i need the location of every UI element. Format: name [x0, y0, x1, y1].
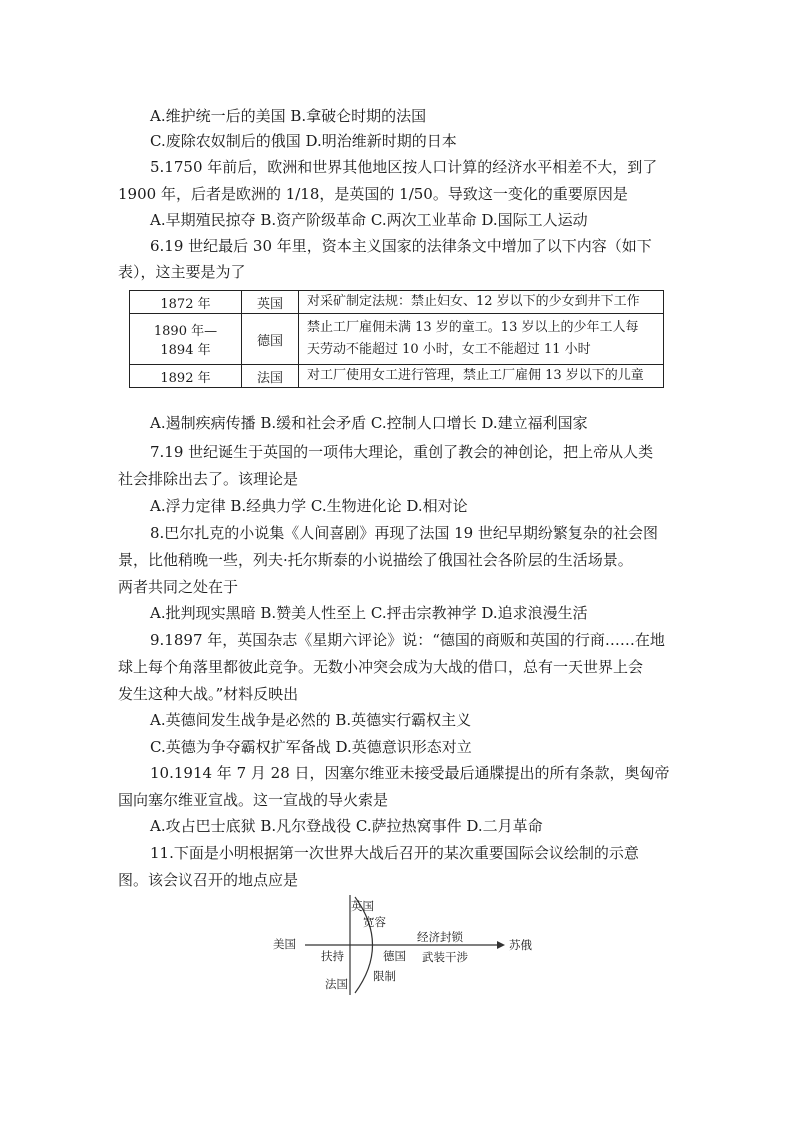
table-row: [130, 291, 664, 314]
question-5-line-2: 1900 年，后者是欧洲的 1/18，是英国的 1/50。导致这一变化的重要原因是: [118, 185, 628, 203]
question-7-line-2: 社会排除出去了。该理论是: [118, 470, 299, 488]
diagram-label-usa: 美国: [273, 937, 296, 951]
table-cell-country: 德国: [242, 314, 299, 365]
table-cell-year: 1892 年: [130, 365, 242, 388]
diagram-label-germany: 德国: [383, 949, 406, 963]
table-cell-country: 英国: [242, 291, 299, 314]
option-line-4b: C.废除农奴制后的俄国 D.明治维新时期的日本: [150, 132, 457, 150]
table-row: [130, 365, 664, 388]
question-8-line-3: 两者共同之处在于: [118, 578, 239, 596]
option-line-5: A.早期殖民掠夺 B.资产阶级革命 C.两次工业革命 D.国际工人运动: [150, 211, 588, 229]
question-10-line-2: 国向塞尔维亚宣战。这一宣战的导火索是: [118, 791, 389, 809]
diagram-label-support: 扶持: [321, 949, 344, 963]
option-line-8: A.批判现实黑暗 B.赞美人性至上 C.抨击宗教神学 D.追求浪漫生活: [150, 604, 588, 622]
diagram-label-uk: 英国: [351, 899, 374, 913]
table-row: [130, 314, 664, 365]
question-8-line-2: 景，比他稍晚一些，列夫·托尔斯泰的小说描绘了俄国社会各阶层的生活场景。: [118, 551, 633, 569]
conference-diagram: [265, 895, 535, 995]
table-cell-country: 法国: [242, 365, 299, 388]
question-5-line-1: 5.1750 年前后，欧洲和世界其他地区按人口计算的经济水平相差不大，到了: [150, 158, 658, 176]
diagram-label-soviet: 苏俄: [509, 938, 532, 952]
table-cell-year: 1890 年—1894 年: [130, 314, 242, 365]
table-cell-content: 对采矿制定法规：禁止妇女、12 岁以下的少女到井下工作: [299, 291, 664, 314]
question-6-line-1: 6.19 世纪最后 30 年里，资本主义国家的法律条文中增加了以下内容（如下: [150, 237, 652, 255]
diagram-label-intervention: 武装干涉: [422, 950, 468, 964]
question-10-line-1: 10.1914 年 7 月 28 日，因塞尔维亚未接受最后通牒提出的所有条款，奥匈帝: [150, 764, 670, 782]
diagram-label-restrict: 限制: [373, 969, 396, 983]
table-cell-content-line: 天劳动不能超过 10 小时，女工不能超过 11 小时: [307, 342, 591, 357]
question-8-line-1: 8.巴尔扎克的小说集《人间喜剧》再现了法国 19 世纪早期纷繁复杂的社会图: [150, 524, 658, 542]
law-table: [129, 290, 664, 388]
diagram-lines: [265, 895, 535, 995]
diagram-label-lenient: 宽容: [363, 915, 386, 929]
table-cell-content: 对工厂使用女工进行管理，禁止工厂雇佣 13 岁以下的儿童: [299, 365, 664, 388]
question-7-line-1: 7.19 世纪诞生于英国的一项伟大理论，重创了教会的神创论，把上帝从人类: [150, 443, 654, 461]
diagram-label-blockade: 经济封锁: [417, 930, 463, 944]
question-9-line-1: 9.1897 年，英国杂志《星期六评论》说：“德国的商贩和英国的行商……在地: [150, 631, 665, 649]
diagram-label-france: 法国: [325, 977, 348, 991]
table-cell-content: [299, 314, 664, 365]
table-cell-content-line: 禁止工厂雇佣未满 13 岁的童工。13 岁以上的少年工人每: [307, 320, 639, 335]
question-9-line-3: 发生这种大战。”材料反映出: [118, 685, 299, 703]
question-11-line-1: 11.下面是小明根据第一次世界大战后召开的某次重要国际会议绘制的示意: [150, 844, 639, 862]
question-11-line-2: 图。该会议召开的地点应是: [118, 871, 299, 889]
question-6-line-2: 表），这主要是为了: [118, 263, 246, 281]
question-9-line-2: 球上每个角落里都彼此竞争。无数小冲突会成为大战的借口，总有一天世界上会: [118, 658, 644, 676]
option-line-4: A.维护统一后的美国 B.拿破仑时期的法国: [150, 107, 427, 125]
option-line-9b: C.英德为争夺霸权扩军备战 D.英德意识形态对立: [150, 738, 472, 756]
option-line-10: A.攻占巴士底狱 B.凡尔登战役 C.萨拉热窝事件 D.二月革命: [150, 817, 543, 835]
option-line-6: A.遏制疾病传播 B.缓和社会矛盾 C.控制人口增长 D.建立福利国家: [150, 414, 588, 432]
table-cell-year: 1872 年: [130, 291, 242, 314]
option-line-9a: A.英德间发生战争是必然的 B.英德实行霸权主义: [150, 711, 472, 729]
option-line-7: A.浮力定律 B.经典力学 C.生物进化论 D.相对论: [150, 497, 468, 515]
